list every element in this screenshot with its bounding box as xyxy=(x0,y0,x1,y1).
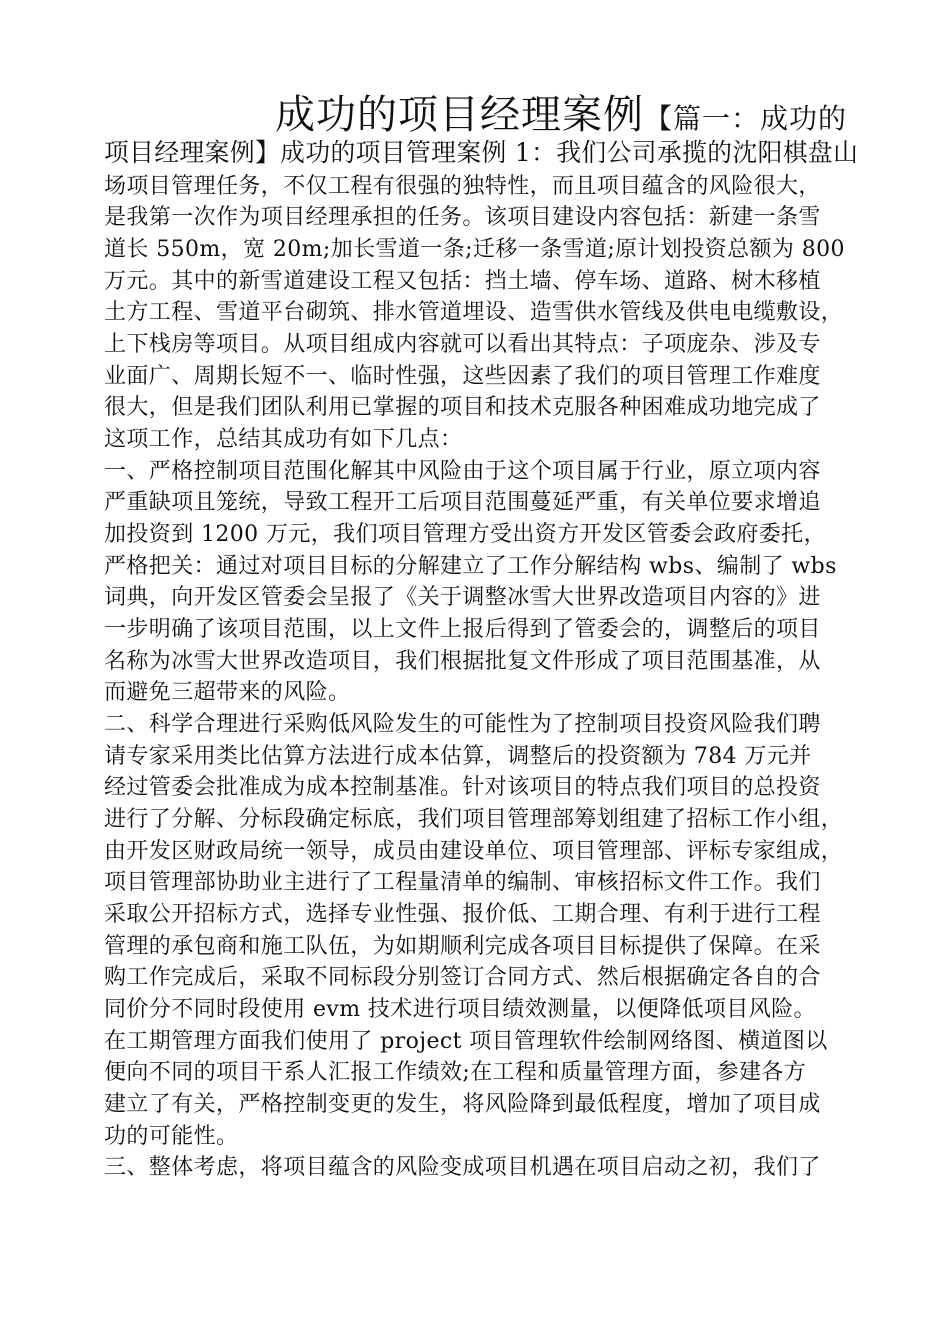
text-line-1: 项目经理案例】成功的项目管理案例 1：我们公司承揽的沈阳棋盘山 xyxy=(104,138,859,167)
text-line-13: 加投资到 1200 万元，我们项目管理方受出资方开发区管委会政府委托， xyxy=(104,522,826,547)
text-line-20: 请专家采用类比估算方法进行成本估算，调整后的投资额为 784 万元并 xyxy=(104,744,812,769)
text-line-25: 采取公开招标方式，选择专业性强、报价低、工期合理、有利于进行工程 xyxy=(104,902,821,927)
text-line-7: 上下栈房等项目。从项目组成内容就可以看出其特点：子项庞杂、涉及专 xyxy=(104,332,821,357)
text-line-3: 是我第一次作为项目经理承担的任务。该项目建设内容包括：新建一条雪 xyxy=(104,205,821,230)
text-line-21: 经过管委会批准成为成本控制基准。针对该项目的特点我们项目的总投资 xyxy=(104,775,821,800)
text-line-12: 严重缺项且笼统，导致工程开工后项目范围蔓延严重，有关单位要求增追 xyxy=(104,490,821,515)
text-line-29: 在工期管理方面我们使用了 project 项目管理软件绘制网络图、横道图以 xyxy=(104,1029,828,1054)
text-line-15: 词典，向开发区管委会呈报了《关于调整冰雪大世界改造项目内容的》进 xyxy=(104,585,821,610)
text-line-27: 购工作完成后，采取不同标段分别签订合同方式、然后根据确定各自的合 xyxy=(104,965,821,990)
text-line-16: 一步明确了该项目范围，以上文件上报后得到了管委会的，调整后的项目 xyxy=(104,617,821,642)
text-line-28: 同价分不同时段使用 evm 技术进行项目绩效测量，以便降低项目风险。 xyxy=(104,997,816,1022)
text-line-22: 进行了分解、分标段确定标底，我们项目管理部筹划组建了招标工作小组， xyxy=(104,807,844,832)
text-line-17: 名称为冰雪大世界改造项目，我们根据批复文件形成了项目范围基准，从 xyxy=(104,649,821,674)
text-line-33: 三、整体考虑，将项目蕴含的风险变成项目机遇在项目启动之初，我们了 xyxy=(104,1155,821,1180)
text-line-23: 由开发区财政局统一领导，成员由建设单位、项目管理部、评标专家组成， xyxy=(104,839,844,864)
text-line-11: 一、严格控制项目范围化解其中风险由于这个项目属于行业，原立项内容 xyxy=(104,459,821,484)
text-line-14: 严格把关：通过对项目目标的分解建立了工作分解结构 wbs、编制了 wbs xyxy=(104,554,837,579)
text-line-26: 管理的承包商和施工队伍，为如期顺利完成各项目目标提供了保障。在采 xyxy=(104,934,821,959)
text-line-2: 场项目管理任务，不仅工程有很强的独特性，而且项目蕴含的风险很大， xyxy=(104,174,821,199)
title-main: 成功的项目经理案例 xyxy=(275,92,644,138)
text-line-9: 很大，但是我们团队利用已掌握的项目和技术克服各种困难成功地完成了 xyxy=(104,395,821,420)
title-suffix: 【篇一：成功的 xyxy=(644,102,848,135)
text-line-31: 建立了有关，严格控制变更的发生，将风险降到最低程度，增加了项目成 xyxy=(104,1092,821,1117)
text-line-4: 道长 550m，宽 20m;加长雪道一条;迁移一条雪道;原计划投资总额为 800 xyxy=(104,237,845,262)
text-line-24: 项目管理部协助业主进行了工程量清单的编制、审核招标文件工作。我们 xyxy=(104,870,821,895)
text-line-18: 而避免三超带来的风险。 xyxy=(104,680,351,705)
text-line-6: 土方工程、雪道平台砌筑、排水管道埋设、造雪供水管线及供电电缆敷设， xyxy=(104,300,844,325)
text-line-8: 业面广、周期长短不一、临时性强，这些因素了我们的项目管理工作难度 xyxy=(104,364,821,389)
text-line-19: 二、科学合理进行采购低风险发生的可能性为了控制项目投资风险我们聘 xyxy=(104,712,821,737)
text-line-5: 万元。其中的新雪道建设工程又包括：挡土墙、停车场、道路、树木移植 xyxy=(104,269,821,294)
text-line-30: 便向不同的项目干系人汇报工作绩效;在工程和质量管理方面，参建各方 xyxy=(104,1060,807,1085)
text-line-32: 功的可能性。 xyxy=(104,1124,239,1149)
text-line-10: 这项工作，总结其成功有如下几点： xyxy=(104,427,463,452)
